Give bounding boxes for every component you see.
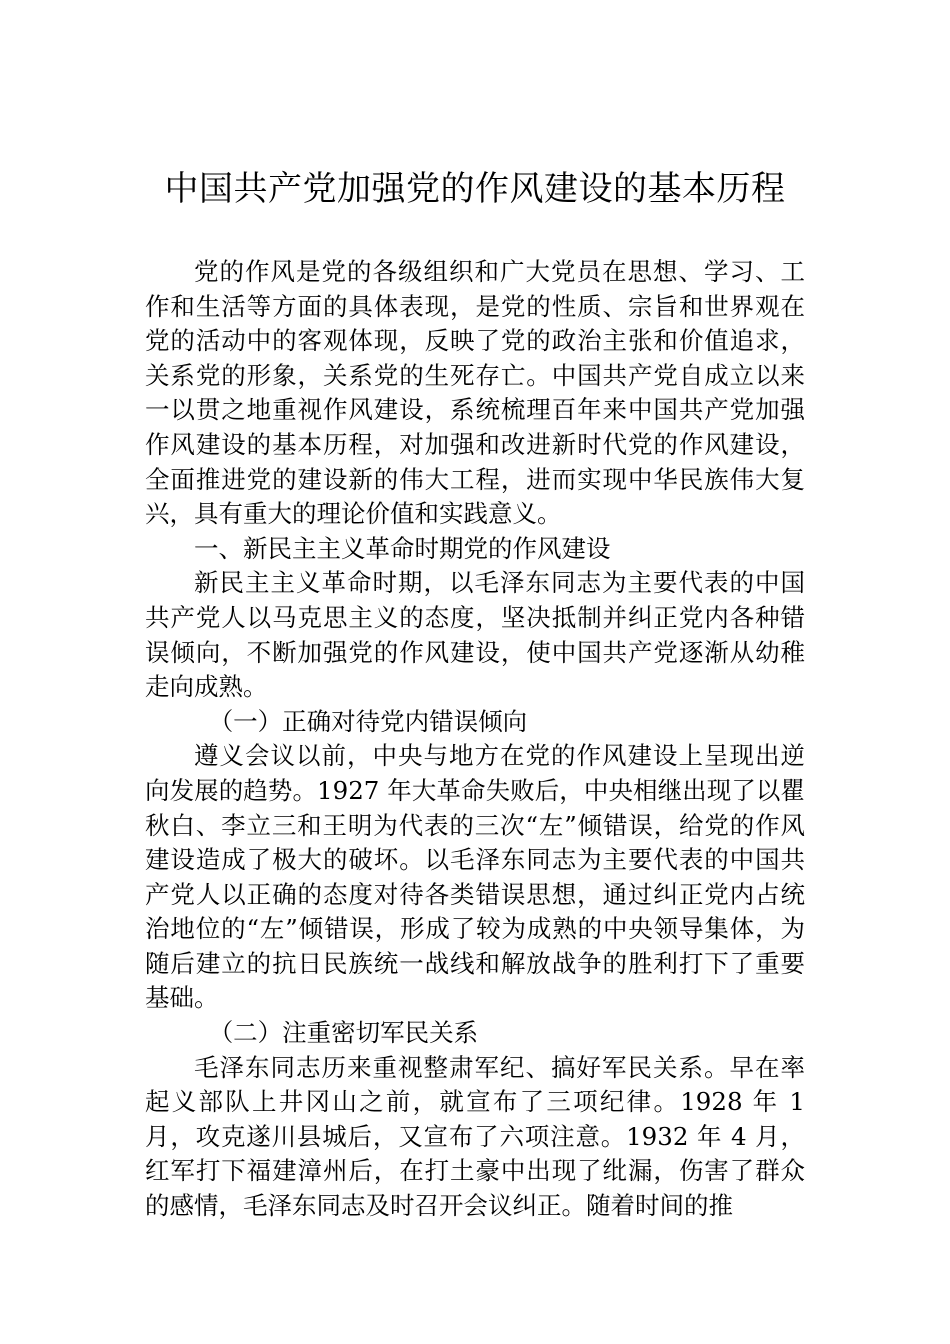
paragraph-subsection-2: 毛泽东同志历来重视整肃军纪、搞好军民关系。早在率起义部队上井冈山之前，就宣布了三项纪律。1928 年 1 月，攻克遂川县城后，又宣布了六项注意。1932 年 4 月，红军打下福建漳州后，在打土豪中出现了纰漏，伤害了群众的感情，毛泽东同志及时召开会议纠正。随着时间的推 xyxy=(145,1052,805,1221)
section-heading-1: 一、新民主主义革命时期党的作风建设 xyxy=(194,533,611,563)
paragraph-section-1: 新民主主义革命时期，以毛泽东同志为主要代表的中国共产党人以马克思主义的态度，坚决抵制并纠正党内各种错误倾向，不断加强党的作风建设，使中国共产党逐渐从幼稚走向成熟。 xyxy=(145,568,805,702)
paragraph-subsection-1: 遵义会议以前，中央与地方在党的作风建设上呈现出逆向发展的趋势。1927 年大革命失败后，中央相继出现了以瞿秋白、李立三和王明为代表的三次“左”倾错误，给党的作风建设造成了极大的破坏。以毛泽东同志为主要代表的中国共产党人以正确的态度对待各类错误思想，通过纠正党内占统治地位的“左”倾错误，形成了较为成熟的中央领导集体，为随后建立的抗日民族统一战线和解放战争的胜利打下了重要基础。 xyxy=(145,741,805,1013)
document-body xyxy=(145,255,805,1224)
document-title: 中国共产党加强党的作风建设的基本历程 xyxy=(164,169,786,209)
paragraph-intro: 党的作风是党的各级组织和广大党员在思想、学习、工作和生活等方面的具体表现，是党的性质、宗旨和世界观在党的活动中的客观体现，反映了党的政治主张和价值追求，关系党的形象，关系党的生死存亡。中国共产党自成立以来一以贯之地重视作风建设，系统梳理百年来中国共产党加强作风建设的基本历程，对加强和改进新时代党的作风建设，全面推进党的建设新的伟大工程，进而实现中华民族伟大复兴，具有重大的理论价值和实践意义。 xyxy=(145,257,805,529)
subsection-heading-2: （二）注重密切军民关系 xyxy=(208,1018,479,1048)
subsection-heading-1: （一）正确对待党内错误倾向 xyxy=(208,706,528,736)
